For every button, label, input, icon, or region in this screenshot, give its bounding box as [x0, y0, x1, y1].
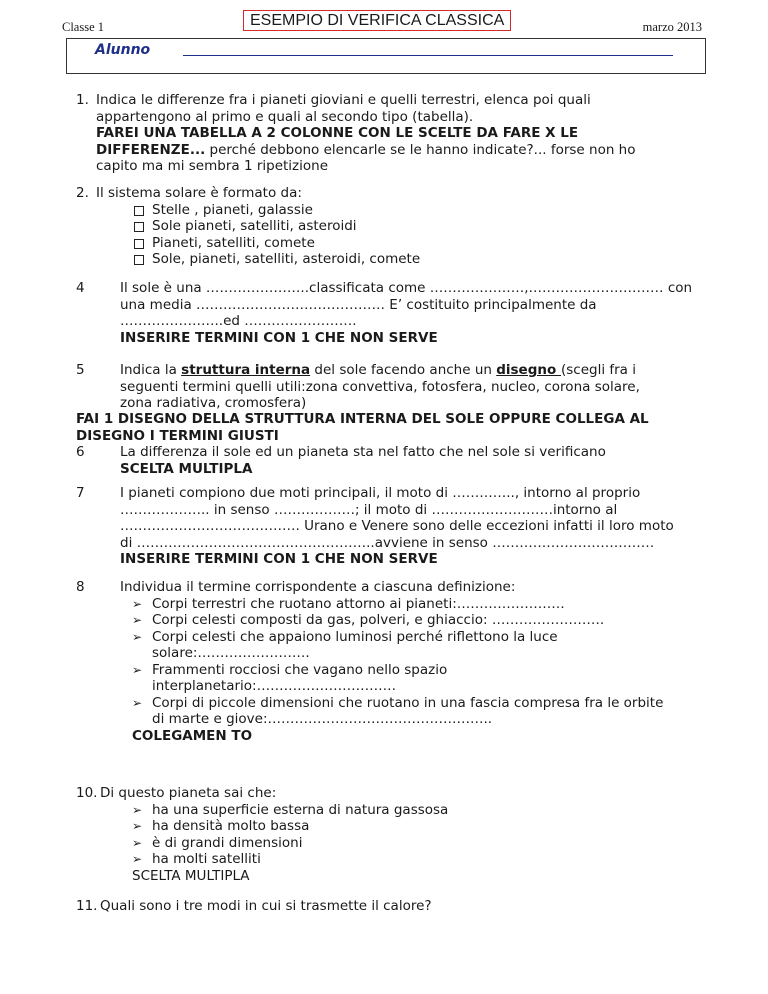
q7-line: di ……………………………………………..avviene in senso ………………………………	[120, 534, 655, 551]
q7-line: I pianeti compiono due moti principali, il moto di ………….., intorno al proprio	[120, 485, 641, 501]
q6-text: La differenza il sole ed un pianeta sta nel fatto che nel sole si verificano	[120, 444, 606, 460]
q5-line: seguenti termini quelli utili:zona convettiva, fotosfera, nucleo, corona solare,	[120, 378, 640, 395]
question-5	[120, 362, 640, 412]
q5-text: del sole facendo anche un	[310, 362, 497, 378]
q6-note: SCELTA MULTIPLA	[120, 460, 253, 477]
date-label: marzo 2013	[642, 20, 702, 34]
q5-text: Indica la	[120, 362, 182, 378]
definition-item: ➢ Frammenti rocciosi che vagano nello spazio interplanetario:………………………….	[132, 662, 663, 695]
q2-number: 2.	[76, 185, 89, 201]
student-label: Alunno	[95, 42, 151, 58]
q5-highlight: struttura interna	[181, 362, 311, 378]
q5-line: zona radiativa, cromosfera)	[120, 395, 307, 411]
question-2	[96, 185, 420, 268]
definition-item: ➢ Corpi terrestri che ruotano attorno ai pianeti:……………………	[132, 596, 663, 613]
checkbox-option[interactable]: Sole, pianeti, satelliti, asteroidi, comete	[132, 251, 420, 268]
q10-note: SCELTA MULTIPLA	[132, 867, 250, 884]
question-10	[100, 785, 448, 884]
q8-note: COLEGAMEN TO	[132, 727, 253, 744]
definition-item: ➢ Corpi celesti composti da gas, polveri, e ghiaccio: …………………….	[132, 612, 663, 629]
checkbox-option[interactable]: Sole pianeti, satelliti, asteroidi	[132, 218, 420, 235]
q4-note: INSERIRE TERMINI CON 1 CHE NON SERVE	[120, 329, 438, 346]
q4-number: 4	[76, 280, 85, 296]
q1-number: 1.	[76, 92, 89, 108]
q1-line: capito ma mi sembra 1 ripetizione	[96, 158, 328, 174]
q1-line	[96, 142, 636, 159]
q5-number: 5	[76, 362, 85, 378]
q5-note-line: FAI 1 DISEGNO DELLA STRUTTURA INTERNA DEL SOLE OPPURE COLLEGA AL	[76, 411, 649, 427]
question-8	[120, 579, 663, 744]
q1-comment: perché debbono elencarle se le hanno indicate?... forse non ho	[205, 141, 636, 158]
question-1	[96, 92, 636, 175]
q4-line: una media …………………………………… E’ costituito principalmente da	[120, 296, 597, 313]
q10-text: Di questo pianeta sai che:	[100, 785, 277, 801]
clue-item: ➢ ha molti satelliti	[132, 851, 448, 868]
q7-line: …………………………………. Urano e Venere sono delle eccezioni infatti il loro moto	[120, 518, 674, 534]
question-11: Quali sono i tre modi in cui si trasmette il calore?	[100, 898, 432, 914]
q10-clues	[132, 802, 448, 868]
q5-highlight: disegno	[496, 362, 561, 378]
q8-number: 8	[76, 579, 85, 595]
question-6	[120, 444, 606, 477]
q5-text: (scegli fra i	[560, 362, 636, 378]
q7-number: 7	[76, 485, 85, 501]
q5-note	[76, 411, 649, 444]
student-name-line[interactable]	[183, 55, 673, 56]
q1-line: Indica le differenze fra i pianeti gioviani e quelli terrestri, elenca poi quali	[96, 92, 591, 108]
q1-note: DIFFERENZE...	[96, 141, 206, 158]
q2-options	[132, 202, 420, 268]
q2-text: Il sistema solare è formato da:	[96, 185, 302, 201]
definition-item: ➢ Corpi celesti che appaiono luminosi perché riflettono la luce solare:…………………….	[132, 629, 663, 662]
class-label: Classe 1	[62, 20, 105, 34]
q6-number: 6	[76, 444, 85, 460]
q11-number: 11.	[76, 898, 98, 914]
q5-note-line: DISEGNO I TERMINI GIUSTI	[76, 427, 279, 444]
q4-line: Il sole è una …………………..classificata come …………………,………………………… con	[120, 280, 693, 296]
clue-item: ➢ è di grandi dimensioni	[132, 835, 448, 852]
q7-note: INSERIRE TERMINI CON 1 CHE NON SERVE	[120, 551, 438, 567]
checkbox-option[interactable]: Pianeti, satelliti, comete	[132, 235, 420, 252]
clue-item: ➢ ha una superficie esterna di natura gassosa	[132, 802, 448, 819]
q1-line: appartengono al primo e quali al secondo tipo (tabella).	[96, 108, 474, 125]
q10-number: 10.	[76, 785, 98, 801]
q7-line: ……………….. in senso ………………; il moto di ………………………intorno al	[120, 501, 618, 518]
checkbox-option[interactable]: Stelle , pianeti, galassie	[132, 202, 420, 219]
student-name-box	[66, 38, 706, 74]
q8-text: Individua il termine corrispondente a ciascuna definizione:	[120, 579, 516, 595]
definition-item: ➢ Corpi di piccole dimensioni che ruotano in una fascia compresa fra le orbite di marte e giove:…………………………………………..	[132, 695, 663, 728]
document-title: ESEMPIO DI VERIFICA CLASSICA	[243, 10, 511, 31]
clue-item: ➢ ha densità molto bassa	[132, 818, 448, 835]
question-7	[120, 485, 674, 568]
question-4	[120, 280, 692, 346]
q1-note: FAREI UNA TABELLA A 2 COLONNE CON LE SCELTE DA FARE X LE	[96, 125, 579, 141]
q8-definitions	[132, 596, 663, 728]
q4-line: …………………..ed …………………….	[120, 313, 357, 329]
